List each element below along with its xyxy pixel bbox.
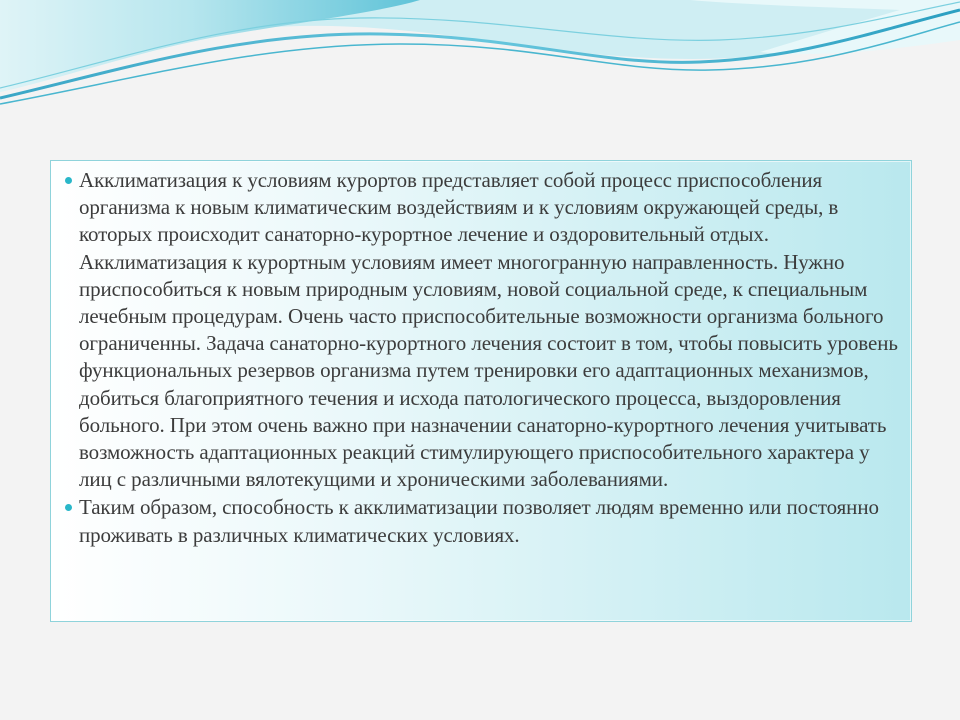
decorative-wave-header [0,0,960,140]
bullet-item-1 [65,167,901,493]
bullet-text-2: Таким образом, способность к акклиматизации позволяет людям временно или постоянно проживать в различных климатических условиях. [79,495,879,547]
bullet-dot-icon [65,504,72,511]
bullet-item-2 [65,494,901,548]
content-text-box [50,160,912,622]
bullet-text-1: Акклиматизация к условиям курортов представляет собой процесс приспособления организма к новым климатическим воздействиям и к условиям окружающей среды, в которых происходит санаторно-курортное лечение и оздоровительный отдых. Акклиматизация к курортным условиям имеет многогранную направленность. Нужно приспособиться к новым природным условиям, новой социальной среде, к специальным лечебным процедурам. Очень часто приспособительные возможности организма больного ограниченны. Задача санаторно-курортного лечения состоит в том, чтобы повысить уровень функциональных резервов организма путем тренировки его адаптационных механизмов, добиться благоприятного течения и исхода патологического процесса, выздоровления больного. При этом очень важно при назначении санаторно-курортного лечения учитывать возможность адаптационных реакций стимулирующего приспособительного характера у лиц с различными вялотекущими и хроническими заболеваниями. [79,168,898,492]
bullet-dot-icon [65,177,72,184]
